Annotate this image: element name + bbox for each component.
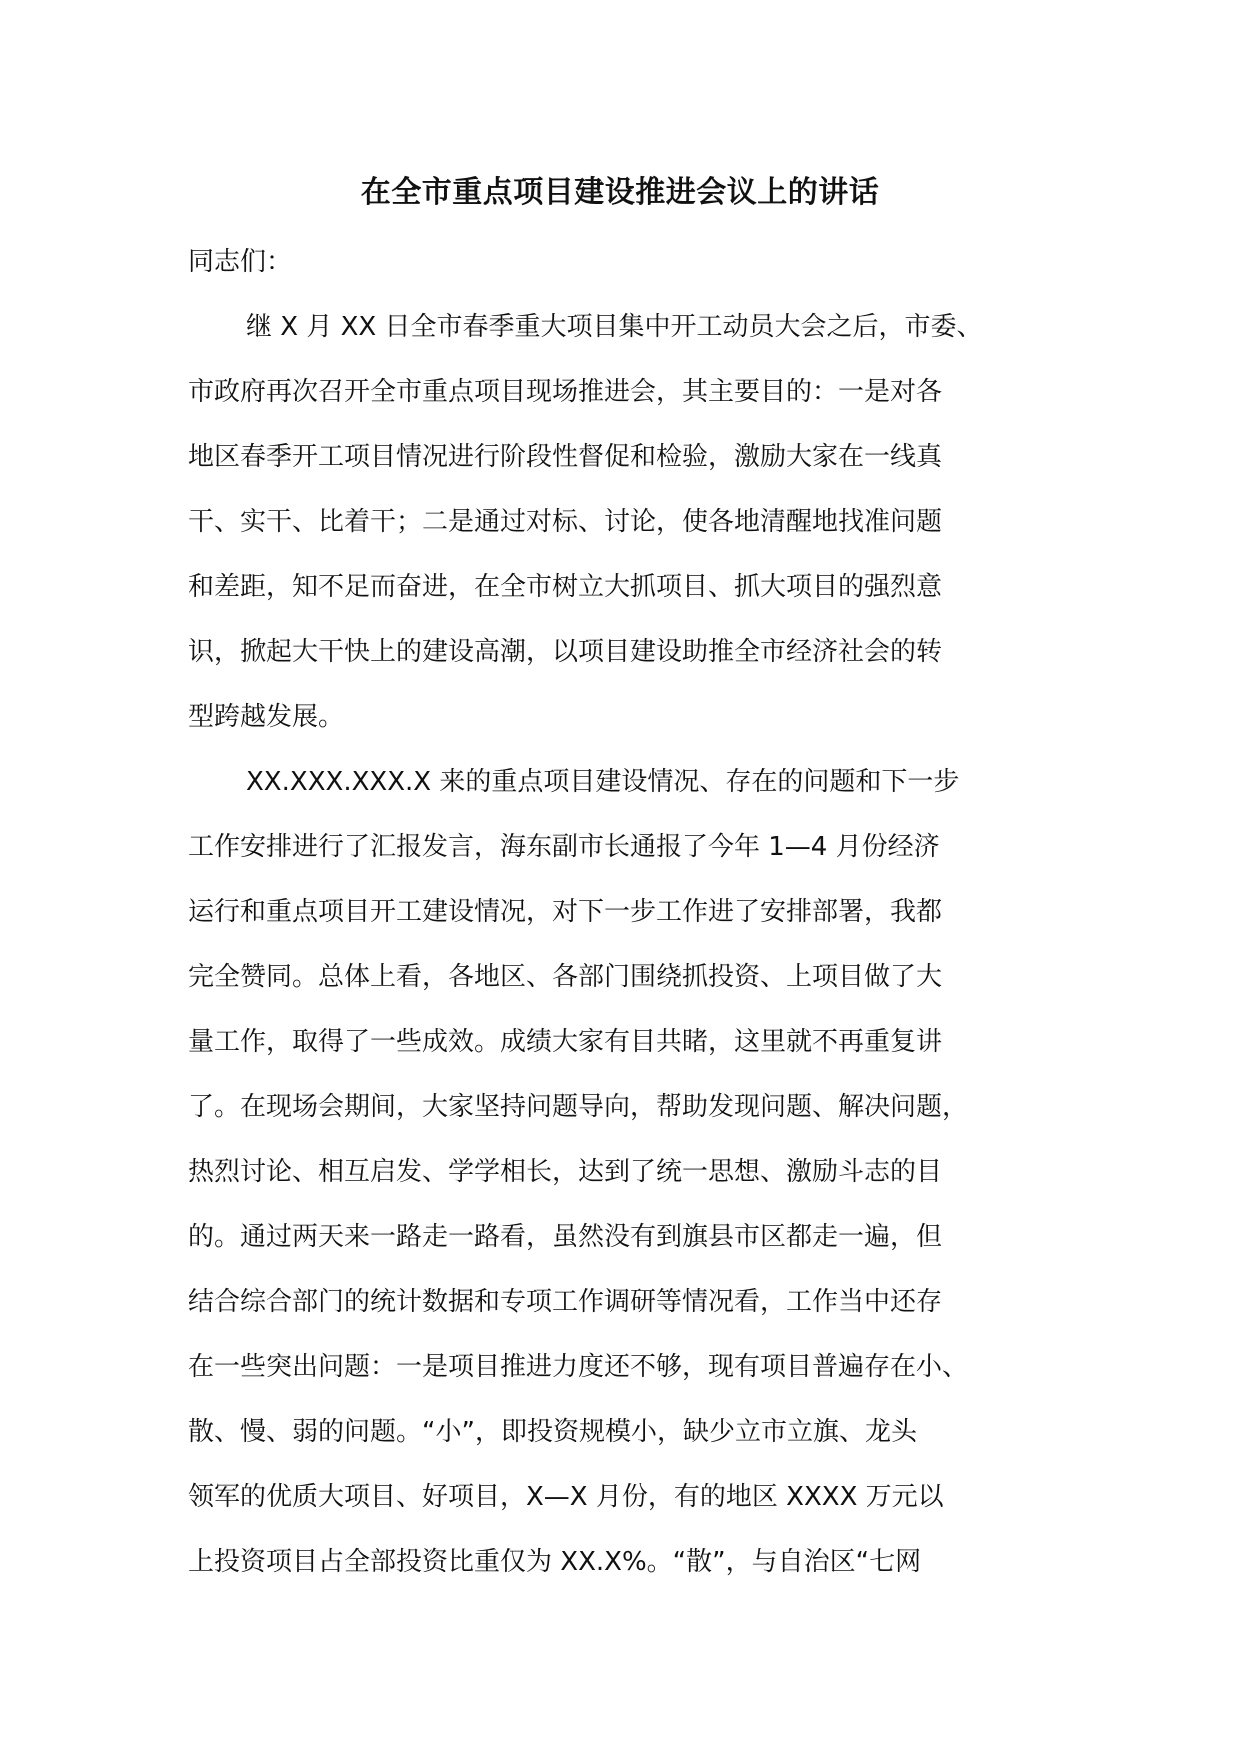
paragraph-line: 运行和重点项目开工建设情况，对下一步工作进了安排部署，我都 bbox=[188, 897, 943, 927]
paragraph-line: 工作安排进行了汇报发言，海东副市长通报了今年 1—4 月份经济 bbox=[188, 832, 940, 862]
paragraph-line: 上投资项目占全部投资比重仅为 XX.X%。“散”，与自治区“七网 bbox=[188, 1547, 922, 1577]
paragraph-line: 识，掀起大干快上的建设高潮，以项目建设助推全市经济社会的转 bbox=[188, 637, 943, 667]
paragraph-line: 和差距，知不足而奋进，在全市树立大抓项目、抓大项目的强烈意 bbox=[188, 572, 943, 602]
paragraph-line: 继 X 月 XX 日全市春季重大项目集中开工动员大会之后，市委、 bbox=[246, 312, 983, 342]
paragraph-line: 的。通过两天来一路走一路看，虽然没有到旗县市区都走一遍，但 bbox=[188, 1222, 943, 1252]
paragraph-line: 市政府再次召开全市重点项目现场推进会，其主要目的：一是对各 bbox=[188, 377, 943, 407]
document-title: 在全市重点项目建设推进会议上的讲话 bbox=[360, 175, 880, 210]
paragraph-line: 热烈讨论、相互启发、学学相长，达到了统一思想、激励斗志的目 bbox=[188, 1157, 943, 1187]
paragraph-line: 完全赞同。总体上看，各地区、各部门围绕抓投资、上项目做了大 bbox=[188, 962, 943, 992]
paragraph-line: 量工作，取得了一些成效。成绩大家有目共睹，这里就不再重复讲 bbox=[188, 1027, 943, 1057]
paragraph-line: 在一些突出问题：一是项目推进力度还不够，现有项目普遍存在小、 bbox=[188, 1352, 969, 1382]
salutation: 同志们： bbox=[188, 247, 293, 277]
paragraph-line: 了。在现场会期间，大家坚持问题导向，帮助发现问题、解决问题， bbox=[188, 1092, 969, 1122]
paragraph-line: 型跨越发展。 bbox=[188, 702, 345, 732]
paragraph-line: XX.XXX.XXX.X 来的重点项目建设情况、存在的问题和下一步 bbox=[246, 767, 960, 797]
document-body bbox=[188, 242, 1088, 1607]
paragraph-line: 散、慢、弱的问题。“小”，即投资规模小，缺少立市立旗、龙头 bbox=[188, 1417, 917, 1447]
paragraph-line: 领军的优质大项目、好项目，X—X 月份，有的地区 XXXX 万元以 bbox=[188, 1482, 944, 1512]
paragraph-line: 结合综合部门的统计数据和专项工作调研等情况看，工作当中还存 bbox=[188, 1287, 943, 1317]
paragraph-line: 地区春季开工项目情况进行阶段性督促和检验，激励大家在一线真 bbox=[188, 442, 943, 472]
paragraph-line: 干、实干、比着干；二是通过对标、讨论，使各地清醒地找准问题 bbox=[188, 507, 943, 537]
